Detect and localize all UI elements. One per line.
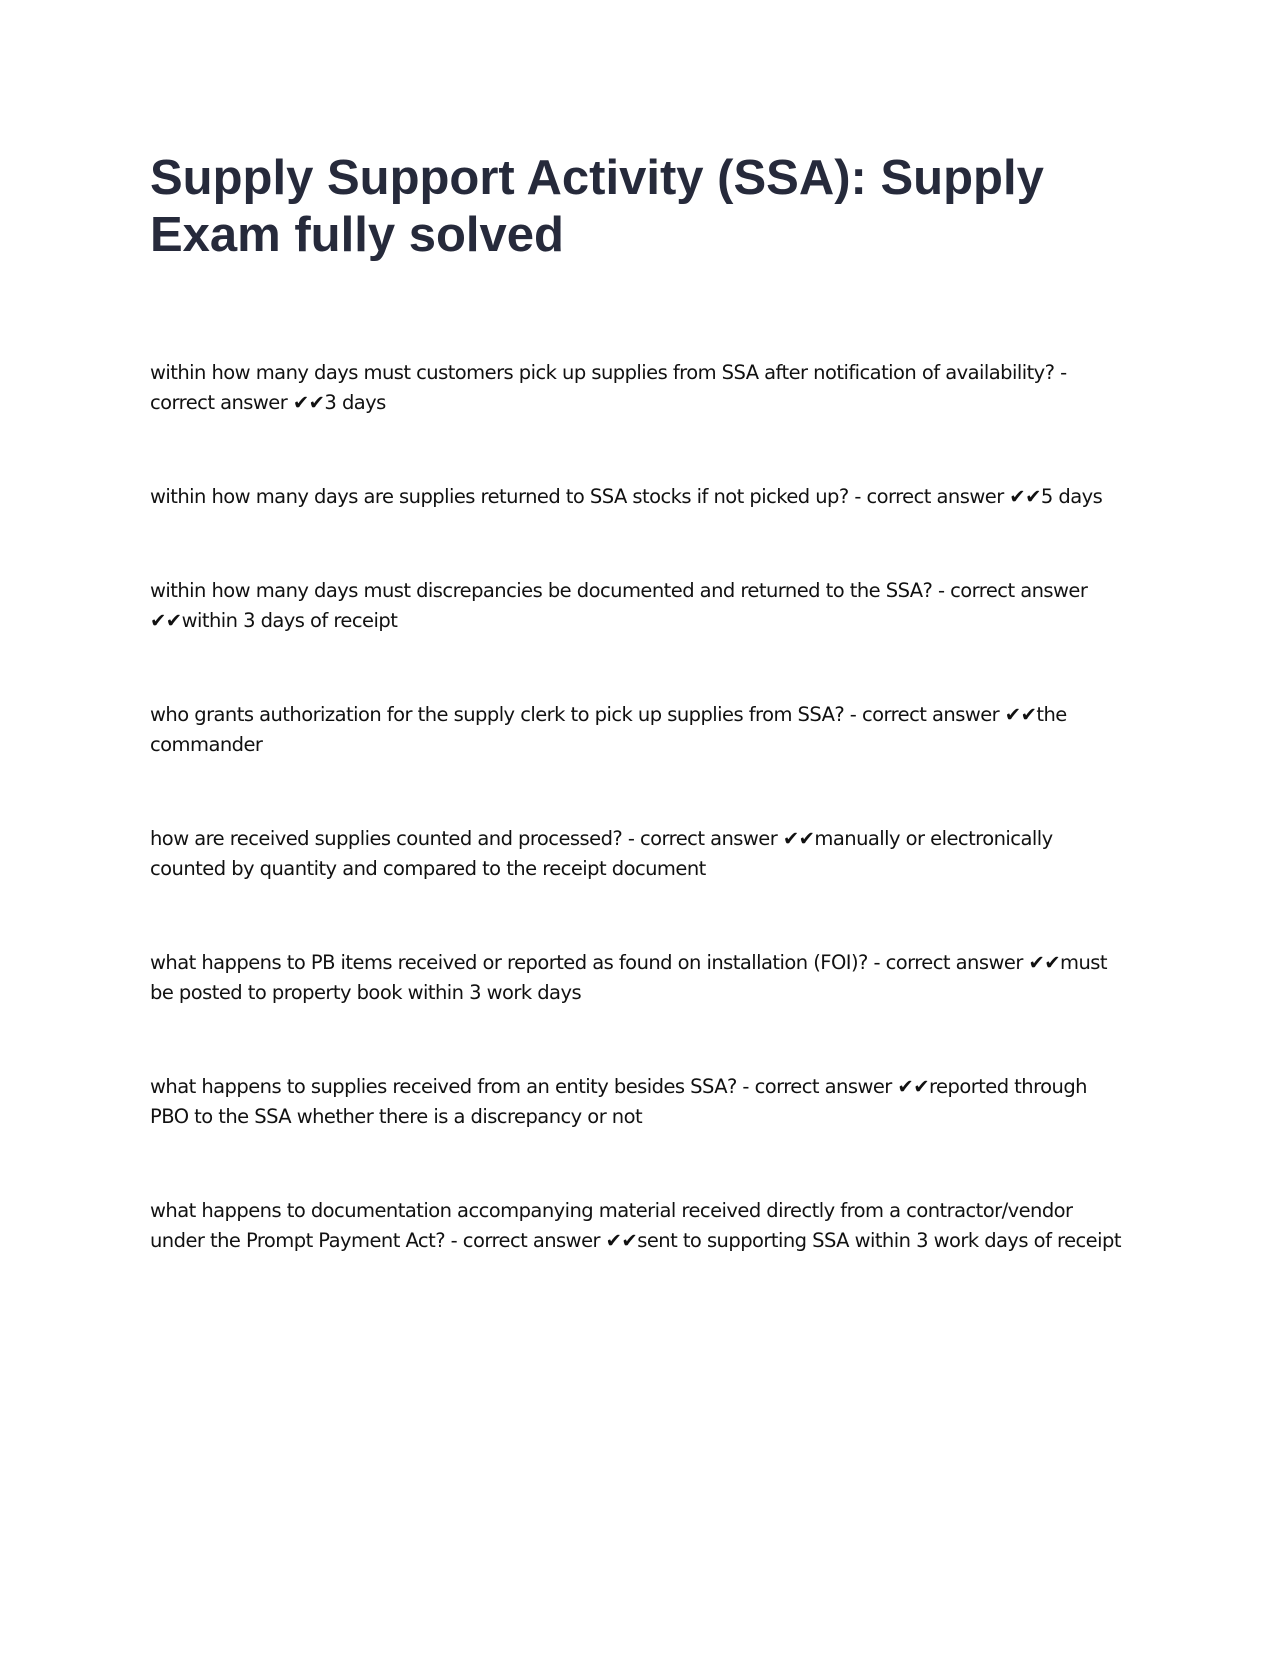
qa-item: who grants authorization for the supply clerk to pick up supplies from SSA? - correct answer ✔✔the commander bbox=[150, 703, 1067, 756]
qa-list bbox=[150, 358, 1130, 1320]
qa-item: what happens to PB items received or reported as found on installation (FOI)? - correct answer ✔✔must be posted to property book within 3 work days bbox=[150, 951, 1107, 1004]
qa-item: what happens to documentation accompanying material received directly from a contractor/vendor under the Prompt Payment Act? - correct answer ✔✔sent to supporting SSA within 3 work days of receipt bbox=[150, 1199, 1121, 1252]
qa-item: what happens to supplies received from an entity besides SSA? - correct answer ✔✔reported through PBO to the SSA whether there is a discrepancy or not bbox=[150, 1075, 1087, 1128]
qa-item: how are received supplies counted and processed? - correct answer ✔✔manually or electronically counted by quantity and compared to the receipt document bbox=[150, 827, 1053, 880]
qa-item: within how many days must customers pick up supplies from SSA after notification of availability? - correct answer ✔✔3 days bbox=[150, 361, 1067, 414]
qa-item: within how many days are supplies returned to SSA stocks if not picked up? - correct answer ✔✔5 days bbox=[150, 485, 1103, 508]
document-title: Supply Support Activity (SSA): Supply Exam fully solved bbox=[150, 151, 1044, 262]
qa-item: within how many days must discrepancies be documented and returned to the SSA? - correct answer ✔✔within 3 days of receipt bbox=[150, 579, 1088, 632]
